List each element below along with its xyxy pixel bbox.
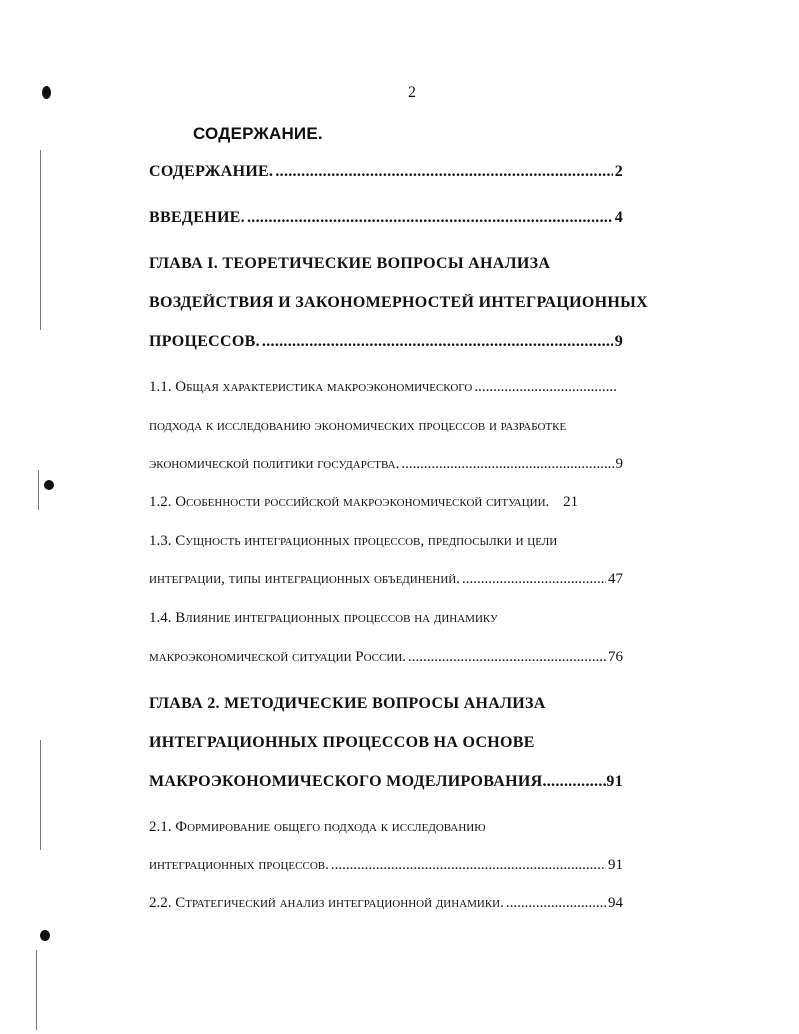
dot-leader — [247, 209, 613, 227]
toc-entry-page: 91 — [608, 857, 623, 873]
toc-entry-label: ВВЕДЕНИЕ. — [149, 209, 245, 226]
toc-section-label: 2.2. Стратегический анализ интеграционной динамики. — [149, 895, 504, 911]
toc-section-1-1-line1 — [149, 379, 619, 396]
toc-entry-page: 9 — [615, 456, 623, 472]
toc-entry-page: 4 — [614, 209, 623, 226]
page-title: СОДЕРЖАНИЕ. — [193, 124, 323, 143]
toc-section-label: интеграции, типы интеграционных объединений. — [149, 571, 460, 587]
toc-entry-label: МАКРОЭКОНОМИЧЕСКОГО МОДЕЛИРОВАНИЯ — [149, 773, 543, 790]
toc-entry-section-2-1[interactable] — [149, 857, 623, 874]
dot-leader — [542, 773, 606, 791]
dot-leader — [462, 571, 606, 588]
toc-section-2-1-line1: 2.1. Формирование общего подхода к исследованию — [149, 819, 486, 835]
toc-entry-section-1-2[interactable] — [149, 494, 578, 511]
dot-leader — [408, 649, 606, 666]
dot-leader — [474, 379, 617, 396]
toc-chapter1-title-line1: ГЛАВА I. ТЕОРЕТИЧЕСКИЕ ВОПРОСЫ АНАЛИЗА — [149, 255, 551, 272]
scan-hole-mark-top — [42, 86, 51, 99]
scan-edge-line-4 — [36, 950, 37, 1030]
dot-leader — [506, 895, 606, 912]
toc-section-label: 1.2. Особенности российской макроэкономической ситуации. — [149, 494, 550, 510]
toc-entry-page: 47 — [608, 571, 623, 587]
dot-leader — [401, 456, 613, 473]
scan-edge-line-3 — [40, 740, 41, 850]
toc-section-1-4-line1: 1.4. Влияние интеграционных процессов на динамику — [149, 610, 498, 626]
scan-hole-mark-middle — [44, 480, 54, 490]
dot-leader — [331, 857, 606, 874]
toc-section-label: интеграционных процессов. — [149, 857, 329, 873]
toc-entry-section-1-4[interactable] — [149, 649, 623, 666]
toc-entry-label: СОДЕРЖАНИЕ. — [149, 163, 274, 180]
toc-entry-intro[interactable] — [149, 209, 623, 227]
toc-entry-section-2-2[interactable] — [149, 895, 623, 912]
toc-chapter2-title-line2: ИНТЕГРАЦИОННЫХ ПРОЦЕССОВ НА ОСНОВЕ — [149, 734, 535, 751]
toc-section-label: 1.1. Общая характеристика макроэкономического — [149, 379, 473, 395]
toc-entry-page: 91 — [606, 773, 623, 790]
toc-entry-page: 9 — [614, 333, 623, 350]
toc-entry-page: 2 — [614, 163, 623, 180]
toc-section-1-1-line2: подхода к исследованию экономических процессов и разработке — [149, 418, 567, 434]
page-number: 2 — [408, 84, 416, 101]
toc-section-label: экономической политики государства. — [149, 456, 400, 472]
toc-entry-section-1-1[interactable] — [149, 456, 623, 473]
toc-section-label: макроэкономической ситуации России. — [149, 649, 406, 665]
toc-entry-label: ПРОЦЕССОВ. — [149, 333, 260, 350]
toc-entry-page: 21 — [563, 494, 579, 510]
toc-chapter2-title-line1: ГЛАВА 2. МЕТОДИЧЕСКИЕ ВОПРОСЫ АНАЛИЗА — [149, 695, 546, 712]
scan-edge-line-1 — [40, 150, 41, 330]
toc-entry-chapter2[interactable] — [149, 773, 623, 791]
toc-entry-chapter1[interactable] — [149, 333, 623, 351]
scan-hole-mark-bottom — [40, 930, 50, 941]
scan-edge-line-2 — [38, 470, 39, 510]
toc-chapter1-title-line2: ВОЗДЕЙСТВИЯ И ЗАКОНОМЕРНОСТЕЙ ИНТЕГРАЦИОННЫХ — [149, 294, 648, 311]
toc-entry-page: 94 — [608, 895, 623, 911]
dot-leader — [275, 163, 612, 181]
toc-entry-contents[interactable] — [149, 163, 623, 181]
toc-entry-section-1-3[interactable] — [149, 571, 623, 588]
toc-entry-page: 76 — [608, 649, 623, 665]
dot-leader — [262, 333, 613, 351]
toc-section-1-3-line1: 1.3. Сущность интеграционных процессов, предпосылки и цели — [149, 533, 558, 549]
